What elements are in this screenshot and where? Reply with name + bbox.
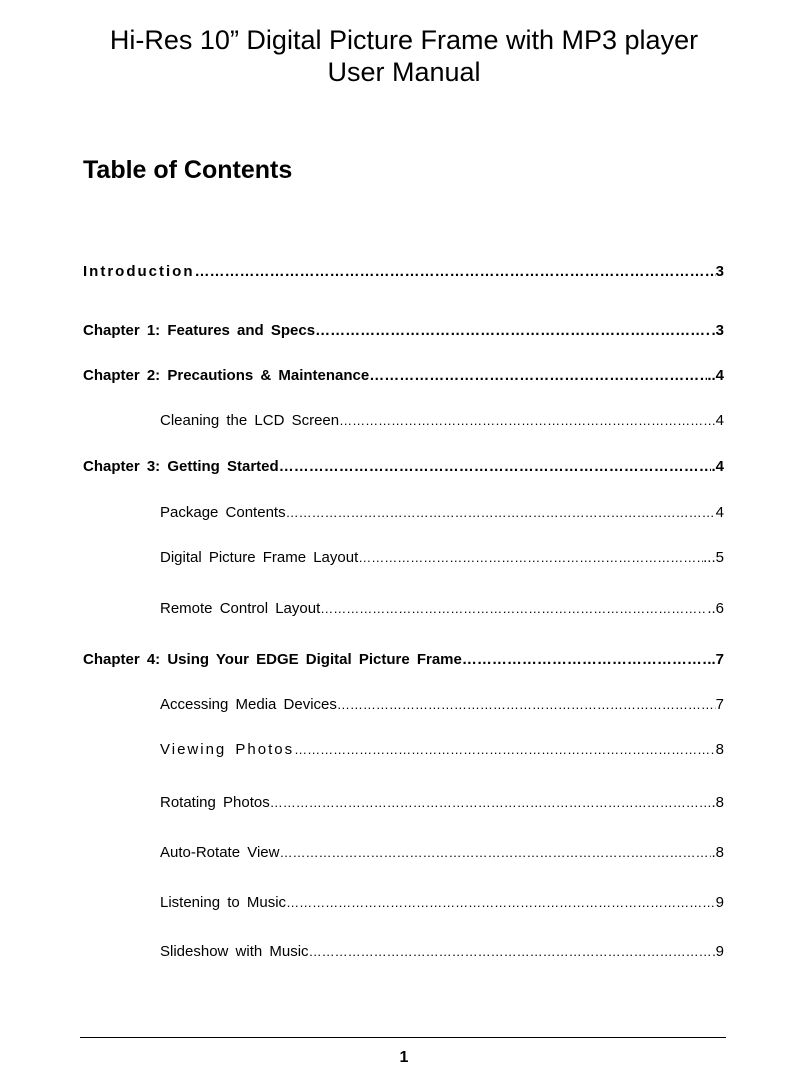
- toc-leader: [294, 740, 716, 760]
- toc-leader: [286, 893, 716, 913]
- toc-entry-chapter-4[interactable]: [83, 650, 724, 670]
- toc-entry-introduction[interactable]: [83, 262, 724, 282]
- toc-page-number: ..4: [707, 367, 724, 384]
- toc-entry-label: Rotating Photos: [160, 794, 270, 811]
- toc-leader: [320, 599, 707, 619]
- toc-entry-label: Chapter 3: Getting Started: [83, 458, 279, 475]
- toc-entry-package-contents[interactable]: [160, 503, 724, 523]
- toc-page-number: 9: [715, 943, 724, 960]
- toc-entry-label: Listening to Music: [160, 894, 287, 911]
- toc-page-number: .4: [711, 458, 724, 475]
- toc-entry-label: Introduction: [83, 263, 195, 280]
- toc-entry-frame-layout[interactable]: [160, 548, 724, 568]
- toc-entry-label: Cleaning the LCD Screen: [160, 412, 340, 429]
- toc-entry-label: Digital Picture Frame Layout: [160, 549, 359, 566]
- toc-leader: [309, 942, 716, 962]
- toc-leader: [270, 793, 712, 813]
- toc-leader: [279, 457, 712, 477]
- footer-rule: [80, 1037, 726, 1038]
- toc-page-number: ...5: [703, 549, 724, 566]
- page-number: 1: [399, 1049, 409, 1066]
- toc-page-number: 4: [715, 412, 724, 429]
- toc-entry-label: Remote Control Layout: [160, 600, 321, 617]
- toc-entry-label: Chapter 4: Using Your EDGE Digital Picture Frame: [83, 651, 462, 668]
- toc-page-number: 8: [715, 741, 724, 758]
- toc-page-number: 9: [715, 894, 724, 911]
- toc-entry-accessing-media[interactable]: [160, 695, 724, 715]
- toc-page-number: 7: [715, 696, 724, 713]
- toc-entry-slideshow-music[interactable]: [160, 942, 724, 962]
- document-title-line-2: User Manual: [327, 57, 481, 87]
- toc-entry-label: Package Contents: [160, 504, 286, 521]
- toc-entry-rotating-photos[interactable]: [160, 793, 724, 813]
- toc-entry-label: Viewing Photos: [160, 741, 295, 758]
- toc-entry-label: Auto-Rotate View: [160, 844, 280, 861]
- toc-leader: [358, 548, 703, 568]
- toc-leader: [339, 411, 716, 431]
- toc-page-number: 3: [715, 263, 724, 280]
- toc-leader: [462, 650, 712, 670]
- toc-entry-remote-layout[interactable]: [160, 599, 724, 619]
- toc-page-number: .3: [711, 322, 724, 339]
- toc-entry-label: Chapter 2: Precautions & Maintenance: [83, 367, 370, 384]
- toc-entry-chapter-2[interactable]: [83, 366, 724, 386]
- toc-page-number: 4: [715, 504, 724, 521]
- toc-entry-label: Accessing Media Devices: [160, 696, 337, 713]
- toc-entry-viewing-photos[interactable]: [160, 740, 724, 760]
- toc-leader: [194, 262, 715, 282]
- toc-leader: [286, 503, 716, 523]
- toc-page-number: .8: [711, 844, 724, 861]
- toc-entry-chapter-1[interactable]: [83, 321, 724, 341]
- toc-entry-auto-rotate[interactable]: [160, 843, 724, 863]
- toc-leader: [315, 321, 711, 341]
- toc-leader: [279, 843, 711, 863]
- document-title-line-1: Hi-Res 10” Digital Picture Frame with MP3 player: [109, 25, 699, 55]
- toc-entry-listening-music[interactable]: [160, 893, 724, 913]
- toc-entry-chapter-3[interactable]: [83, 457, 724, 477]
- toc-leader: [369, 366, 707, 386]
- toc-leader: [337, 695, 716, 715]
- toc-entry-cleaning-lcd[interactable]: [160, 411, 724, 431]
- toc-page-number: .7: [711, 651, 724, 668]
- toc-page-number: ..6: [707, 600, 724, 617]
- toc-entry-label: Slideshow with Music: [160, 943, 309, 960]
- toc-heading: Table of Contents: [83, 156, 293, 184]
- toc-page-number: .8: [711, 794, 724, 811]
- toc-entry-label: Chapter 1: Features and Specs: [83, 322, 316, 339]
